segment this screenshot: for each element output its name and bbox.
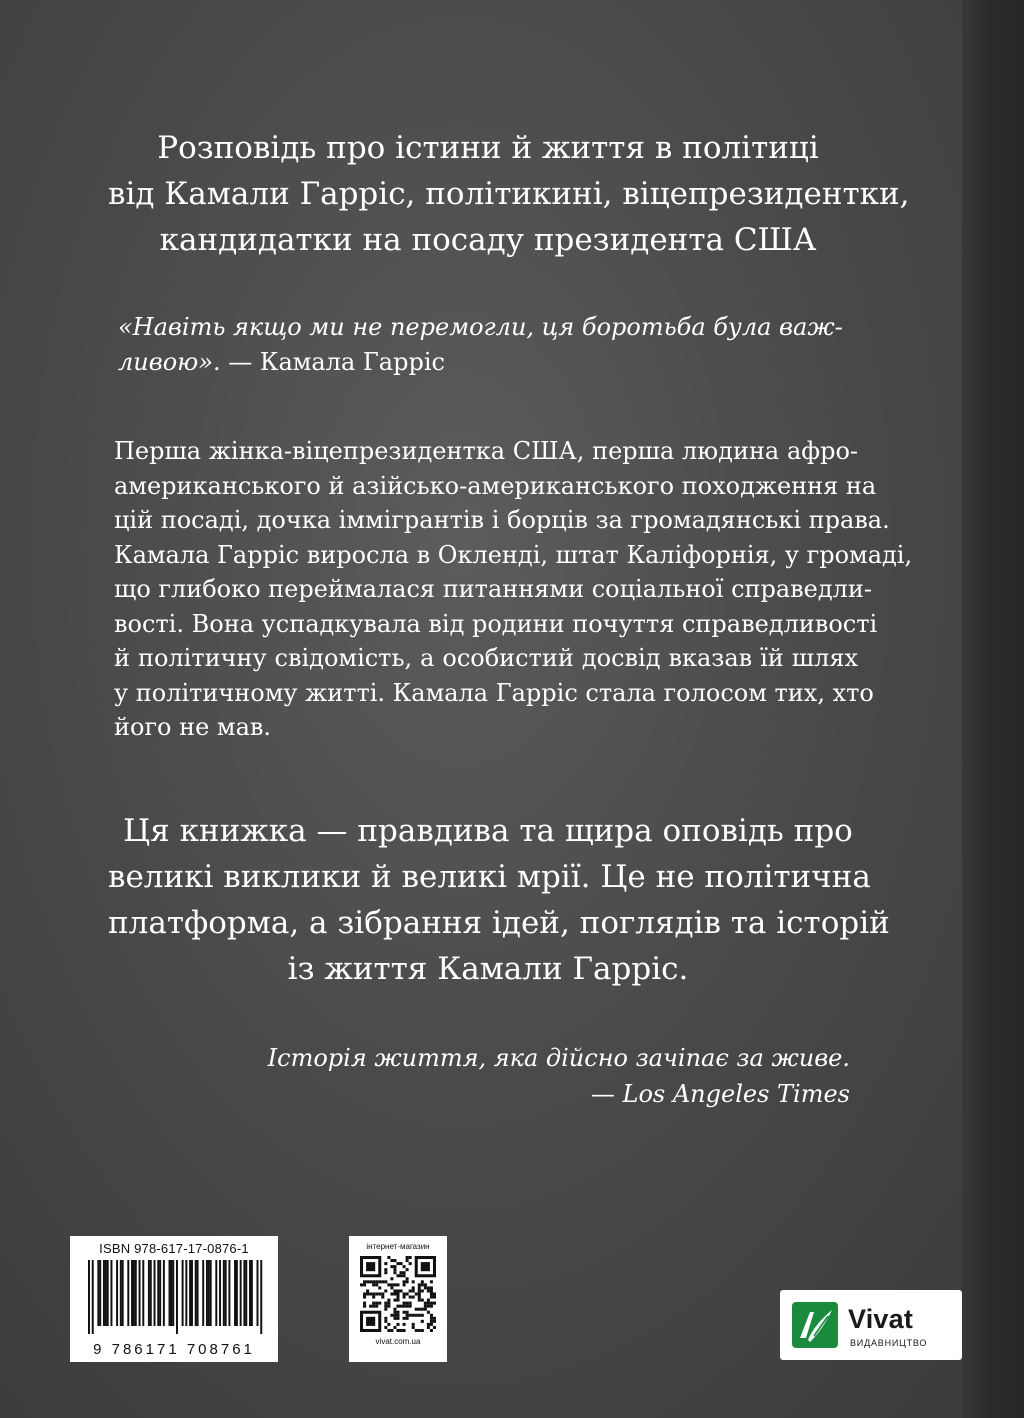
barcode-bar	[257, 1260, 259, 1326]
barcode-bar	[191, 1260, 193, 1326]
tagline	[108, 125, 910, 263]
barcode-bar	[122, 1260, 124, 1326]
barcode-bar	[206, 1260, 208, 1326]
description-line: його не мав.	[114, 713, 272, 741]
description	[114, 434, 913, 745]
barcode-bar	[88, 1260, 90, 1334]
press-review	[268, 1040, 850, 1112]
barcode-bar	[249, 1260, 251, 1326]
barcode-bar	[103, 1260, 105, 1326]
quote-author: — Камала Гарріс	[220, 348, 445, 376]
publisher-name: Vivat	[848, 1304, 914, 1334]
barcode-bar	[133, 1260, 135, 1326]
barcode-bar	[170, 1260, 172, 1326]
author-quote	[118, 310, 858, 380]
barcode-bar	[243, 1260, 245, 1326]
barcode-bar	[159, 1260, 161, 1326]
spine-edge	[962, 0, 1024, 1418]
barcode-bar	[148, 1260, 150, 1326]
description-line: американського й азійсько-американського походження на	[114, 471, 877, 500]
barcode-bar	[154, 1260, 156, 1326]
qr-shop-label: інтернет-магазин	[366, 1242, 430, 1251]
barcode-bar	[176, 1260, 178, 1334]
barcode-bar	[219, 1260, 221, 1326]
description-line: й політичну свідомість, а особистий досвід вказав їй шлях	[114, 644, 858, 672]
barcode-bar	[127, 1260, 129, 1326]
barcode-bar	[105, 1260, 107, 1326]
barcode-bar	[99, 1260, 101, 1326]
closing-line: платформа, а зібрання ідей, поглядів та історій	[108, 905, 890, 941]
barcode-bar	[107, 1260, 109, 1326]
barcode-bar	[97, 1260, 99, 1326]
closing-line: Ця книжка — правдива та щира оповідь про	[123, 813, 853, 849]
barcode-bar	[139, 1260, 141, 1326]
review-source: — Los Angeles Times	[590, 1080, 850, 1108]
isbn-barcode	[70, 1236, 278, 1362]
tagline-line: від Камали Гарріс, політикині, віцепрезидентки,	[108, 176, 910, 212]
barcode-bar	[169, 1260, 171, 1326]
barcode-bar	[260, 1260, 262, 1334]
barcode-bar	[131, 1260, 133, 1326]
barcode-bar	[251, 1260, 253, 1326]
quote-line: «Навіть якщо ми не перемогли, ця боротьба була важ-	[118, 313, 843, 341]
barcode-bar	[135, 1260, 137, 1326]
barcode-bar	[185, 1260, 187, 1326]
barcode-bar	[215, 1260, 217, 1326]
barcode-bar	[228, 1260, 230, 1326]
barcode-bar	[189, 1260, 191, 1326]
barcode-bar	[236, 1260, 238, 1326]
description-line: що глибоко переймалася питаннями соціальної справедли-	[114, 575, 873, 603]
publisher-logo	[780, 1290, 962, 1360]
barcode-bar	[202, 1260, 204, 1326]
quote-line	[118, 345, 858, 380]
barcode-bar	[92, 1260, 94, 1334]
barcode-bar	[245, 1260, 247, 1326]
isbn-label: ISBN 978-617-17-0876-1	[99, 1241, 249, 1256]
barcode-bar	[110, 1260, 112, 1326]
barcode-bar	[234, 1260, 236, 1326]
barcode-bar	[240, 1260, 242, 1326]
barcode-bar	[120, 1260, 122, 1326]
description-line: цій посаді, дочка іммігрантів і борців за громадянські права.	[114, 506, 890, 534]
barcode-bar	[163, 1260, 165, 1326]
quote-text: ливою».	[118, 348, 221, 376]
closing-line: великі виклики й великі мрії. Це не політична	[108, 859, 871, 895]
barcode-bar	[195, 1260, 197, 1326]
barcode-bar	[157, 1260, 159, 1326]
publisher-subtitle: ВИДАВНИЦТВО	[850, 1338, 928, 1348]
description-line: Перша жінка-віцепрезидентка США, перша людина афро-	[114, 437, 858, 465]
barcode-bar	[225, 1260, 227, 1326]
barcode-bar	[150, 1260, 152, 1326]
tagline-line: кандидатки на посаду президента США	[159, 222, 817, 258]
closing-line: із життя Камали Гарріс.	[287, 951, 689, 987]
description-line: Камала Гарріс виросла в Окленді, штат Каліфорнія, у громаді,	[114, 540, 913, 569]
barcode-bar	[210, 1260, 212, 1326]
barcode-bar	[197, 1260, 199, 1326]
barcode-bar	[223, 1260, 225, 1326]
barcode-bar	[182, 1260, 184, 1326]
barcode-bar	[142, 1260, 144, 1326]
vivat-leaf-icon	[792, 1302, 838, 1348]
qr-code-box[interactable]	[349, 1236, 447, 1362]
barcode-bar	[208, 1260, 210, 1326]
closing-statement	[108, 808, 890, 992]
qr-site-label: vivat.com.ua	[375, 1337, 421, 1346]
barcode-bar	[172, 1260, 174, 1326]
description-line: вості. Вона успадкувала від родини почуття справедливості	[114, 609, 878, 638]
qr-code-icon	[360, 1256, 436, 1332]
barcode-bar	[116, 1260, 118, 1326]
barcode-bars	[88, 1260, 264, 1334]
review-text: Історія життя, яка дійсно зачіпає за живе.	[267, 1044, 850, 1072]
tagline-line: Розповідь про істини й життя в політиці	[157, 130, 819, 166]
description-line: у політичному житті. Камала Гарріс стала голосом тих, хто	[114, 678, 874, 707]
barcode-digits: 9 786171 708761	[93, 1341, 255, 1358]
